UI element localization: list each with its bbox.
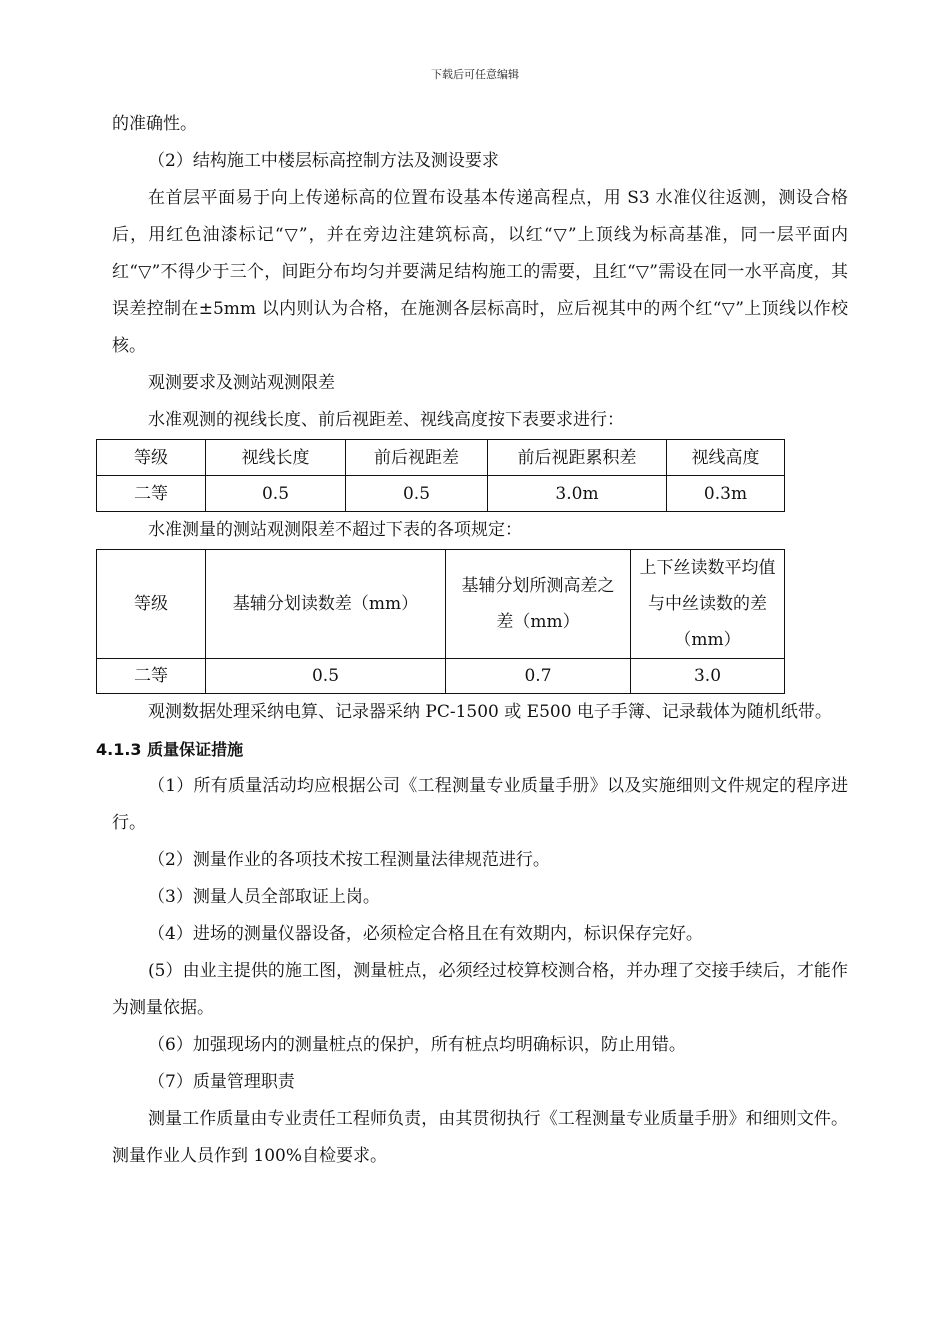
paragraph: 观测数据处理采纳电算、记录器采纳 PC-1500 或 E500 电子手簿、记录载体为随机纸带。 [148, 702, 832, 722]
list-item: （3）测量人员全部取证上岗。 [148, 887, 380, 907]
table-cell: 0.7 [446, 659, 631, 694]
section-heading: 4.1.3 质量保证措施 [96, 740, 244, 759]
table-cell: 0.5 [346, 476, 488, 512]
table-cell: 视线高度 [667, 440, 785, 476]
subheading: （7）质量管理职责 [148, 1072, 295, 1092]
table-cell: 前后视距累积差 [488, 440, 667, 476]
table-cell: 前后视距差 [346, 440, 488, 476]
paragraph: 在首层平面易于向上传递标高的位置布设基本传递高程点，用 S3 水准仪往返测，测设合格后，用红色油漆标记“▽”，并在旁边注建筑标高，以红“▽”上顶线为标高基准，同一层平面内红“▽”不得少于三个，间距分布均匀并要满足结构施工的需要，且红“▽”需设在同一水平高度，其误差控制在±5mm 以内则认为合格，在施测各层标高时，应后视其中的两个红“▽”上顶线以作校核。 [112, 188, 848, 356]
paragraph: 水准观测的视线长度、前后视距差、视线高度按下表要求进行： [148, 410, 624, 430]
paragraph: 水准测量的测站观测限差不超过下表的各项规定： [148, 520, 522, 540]
table-cell: 视线长度 [206, 440, 346, 476]
document-body [96, 106, 848, 1175]
table-cell: 3.0m [488, 476, 667, 512]
sight-length-table [96, 439, 785, 512]
station-tolerance-table [96, 549, 785, 694]
table-cell: 3.0 [631, 659, 785, 694]
table-header-row [97, 550, 785, 659]
table-cell: 0.5 [206, 476, 346, 512]
page-header: 下载后可任意编辑 [431, 68, 519, 81]
subheading: 观测要求及测站观测限差 [148, 373, 335, 393]
paragraph: 测量工作质量由专业责任工程师负责，由其贯彻执行《工程测量专业质量手册》和细则文件。测量作业人员作到 100%自检要求。 [112, 1109, 848, 1166]
table-cell: 等级 [97, 550, 206, 659]
table-cell: 二等 [97, 659, 206, 694]
table-header-row [97, 440, 785, 476]
table-cell: 0.3m [667, 476, 785, 512]
list-item: （6）加强现场内的测量桩点的保护，所有桩点均明确标识，防止用错。 [148, 1035, 686, 1055]
subheading: （2）结构施工中楼层标高控制方法及测设要求 [148, 151, 499, 171]
table-cell: 等级 [97, 440, 206, 476]
list-item: （1）所有质量活动均应根据公司《工程测量专业质量手册》以及实施细则文件规定的程序进行。 [112, 776, 848, 833]
table-cell: 基辅分划读数差（mm） [206, 550, 446, 659]
list-item: （2）测量作业的各项技术按工程测量法律规范进行。 [148, 850, 550, 870]
table-row [97, 659, 785, 694]
list-item: (5）由业主提供的施工图，测量桩点，必须经过校算校测合格，并办理了交接手续后，才能作为测量依据。 [112, 961, 848, 1018]
table-row [97, 476, 785, 512]
list-item: （4）进场的测量仪器设备，必须检定合格且在有效期内，标识保存完好。 [148, 924, 703, 944]
paragraph: 的准确性。 [112, 114, 197, 134]
table-cell: 二等 [97, 476, 206, 512]
table-cell: 0.5 [206, 659, 446, 694]
table-cell: 上下丝读数平均值与中丝读数的差（mm） [631, 550, 785, 659]
table-cell: 基辅分划所测高差之差（mm） [446, 550, 631, 659]
